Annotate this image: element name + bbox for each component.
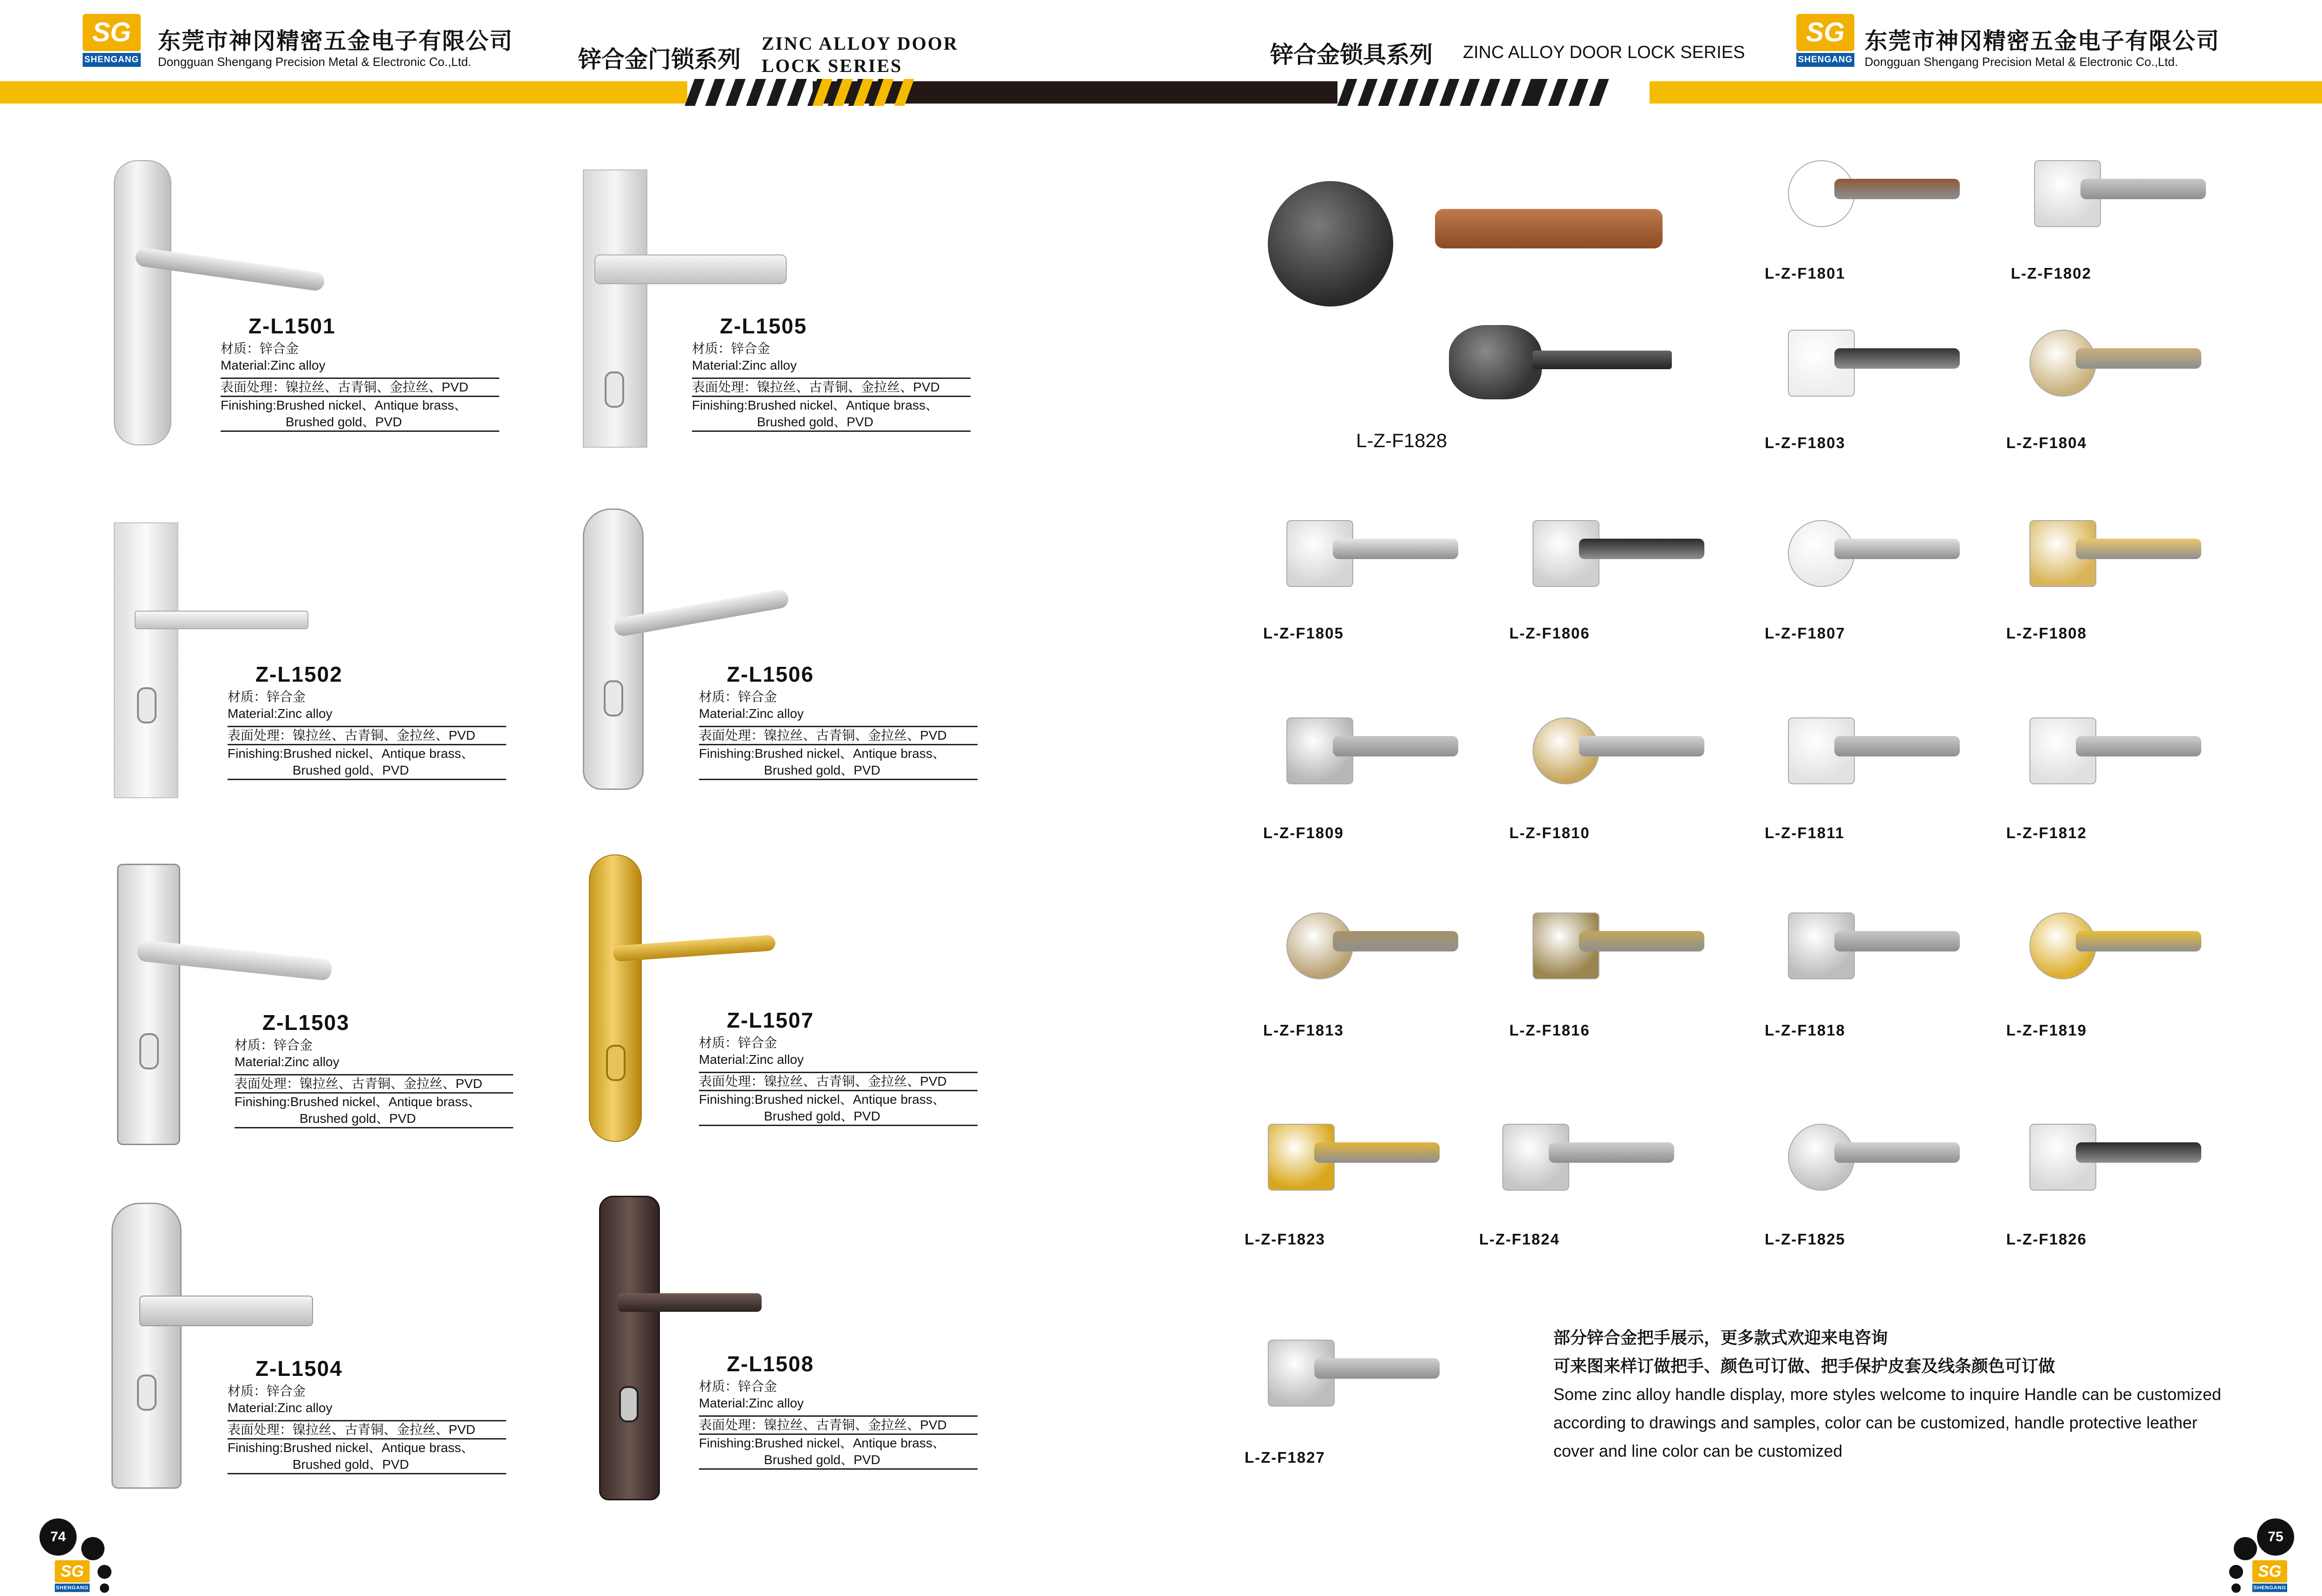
footer-dot: [2229, 1565, 2243, 1579]
footer-dot: [98, 1565, 111, 1579]
handle-lever: [1834, 539, 1960, 559]
keyhole-z-l1502: [137, 687, 157, 723]
featured-leather-lever: [1435, 209, 1663, 248]
material-en: Material:Zinc alloy: [228, 706, 333, 721]
handle-lever: [2076, 1142, 2201, 1163]
handle-lever: [1579, 736, 1704, 756]
handle-lever: [1834, 736, 1960, 756]
material-en: Material:Zinc alloy: [699, 1396, 804, 1410]
product-code: L-Z-F1803: [1765, 434, 1846, 451]
header-band-right: [1650, 81, 2322, 104]
lever-z-l1504: [139, 1296, 313, 1326]
footer-dot: [2231, 1583, 2241, 1593]
product-code: Z-L1504: [255, 1356, 343, 1381]
handle-lever: [1834, 179, 1960, 199]
handle-lever: [1834, 1142, 1960, 1163]
product-code: L-Z-F1812: [2006, 824, 2087, 841]
product-code: L-Z-F1813: [1263, 1022, 1344, 1039]
finish-en-line2: Brushed gold、PVD: [293, 763, 409, 777]
logo-mark: SG: [55, 1560, 90, 1583]
product-code: L-Z-F1806: [1509, 625, 1590, 642]
material-en: Material:Zinc alloy: [221, 358, 326, 372]
material-cn: 材质：锌合金: [699, 690, 777, 704]
material-cn: 材质：锌合金: [221, 341, 299, 356]
material-en: Material:Zinc alloy: [699, 1052, 804, 1067]
product-code: Z-L1503: [262, 1010, 350, 1035]
finish-en-line2: Brushed gold、PVD: [757, 415, 874, 429]
lever-z-l1508: [618, 1293, 762, 1312]
material-en: Material:Zinc alloy: [228, 1401, 333, 1415]
right-series-cn: 锌合金锁具系列: [1270, 42, 1433, 68]
product-code: L-Z-F1823: [1245, 1231, 1325, 1248]
featured-small-lever: [1533, 351, 1672, 369]
handle-image-z-l1506: [583, 508, 644, 790]
footer-dot: [2234, 1537, 2257, 1560]
left-series-en: [762, 33, 959, 77]
product-block: [699, 1008, 978, 1126]
left-series-en-line1: ZINC ALLOY DOOR: [762, 33, 959, 54]
product-code: Z-L1502: [255, 662, 343, 686]
product-code: L-Z-F1824: [1479, 1231, 1560, 1248]
footer-logo-right: [2252, 1560, 2287, 1592]
logo-mark: SG: [2252, 1560, 2287, 1583]
product-block: [235, 1010, 513, 1128]
handle-lever: [2076, 931, 2201, 951]
keyhole-z-l1506: [604, 680, 623, 717]
logo-text: SHENGANG: [2252, 1583, 2287, 1592]
logo-mark: SG: [1796, 14, 1854, 51]
keyhole-z-l1508: [619, 1386, 639, 1422]
product-code: Z-L1506: [727, 662, 814, 686]
product-code: L-Z-F1819: [2006, 1022, 2087, 1039]
product-code: L-Z-F1807: [1765, 625, 1846, 642]
note-en-3: cover and line color can be customized: [1553, 1441, 1843, 1460]
product-code: L-Z-F1804: [2006, 434, 2087, 451]
handle-lever: [1549, 1142, 1674, 1163]
page-number-right: 75: [2257, 1518, 2294, 1556]
finish-en-line1: Finishing:Brushed nickel、Antique brass、: [699, 1436, 946, 1450]
right-company-en: Dongguan Shengang Precision Metal & Electronic Co.,Ltd.: [1865, 55, 2178, 69]
right-company-cn: 东莞市神冈精密五金电子有限公司: [1865, 29, 2220, 54]
logo-text: SHENGANG: [1796, 53, 1854, 67]
left-company-en: Dongguan Shengang Precision Metal & Electronic Co.,Ltd.: [158, 55, 471, 69]
left-series-cn: 锌合金门锁系列: [578, 46, 741, 72]
finish-en-line1: Finishing:Brushed nickel、Antique brass、: [221, 398, 467, 412]
left-series-en-line2: LOCK SERIES: [762, 55, 903, 76]
finish-cn: 表面处理：镍拉丝、古青铜、金拉丝、PVD: [221, 380, 469, 394]
featured-rose: [1268, 181, 1393, 306]
footer-logo-left: [55, 1560, 90, 1592]
product-block: [221, 313, 499, 432]
handle-lever: [1314, 1358, 1440, 1379]
note-en-1: Some zinc alloy handle display, more styles welcome to inquire Handle can be customized: [1553, 1385, 2222, 1404]
finish-en-line1: Finishing:Brushed nickel、Antique brass、: [699, 1092, 946, 1107]
handle-lever: [1834, 348, 1960, 369]
handle-image-z-l1503: [117, 864, 180, 1145]
handle-lever: [2076, 539, 2201, 559]
product-code: L-Z-F1818: [1765, 1022, 1846, 1039]
finish-cn: 表面处理：镍拉丝、古青铜、金拉丝、PVD: [228, 728, 476, 743]
right-series-en: ZINC ALLOY DOOR LOCK SERIES: [1463, 43, 1745, 62]
material-cn: 材质：锌合金: [699, 1379, 777, 1394]
handle-image-z-l1508: [599, 1196, 660, 1500]
handle-lever: [2076, 736, 2201, 756]
product-code: L-Z-F1810: [1509, 824, 1590, 841]
keyhole-z-l1507: [606, 1045, 626, 1081]
material-en: Material:Zinc alloy: [235, 1055, 339, 1069]
finish-cn: 表面处理：镍拉丝、古青铜、金拉丝、PVD: [692, 380, 940, 394]
finish-en-line2: Brushed gold、PVD: [293, 1457, 409, 1472]
handle-image-z-l1504: [111, 1203, 182, 1489]
note-en-2: according to drawings and samples, color can be customized, handle protective leather: [1553, 1413, 2198, 1432]
finish-en-line2: Brushed gold、PVD: [300, 1111, 416, 1126]
material-en: Material:Zinc alloy: [699, 706, 804, 721]
product-code: L-Z-F1801: [1765, 265, 1846, 282]
product-block: [228, 1356, 506, 1474]
featured-small-rose: [1449, 325, 1542, 399]
product-code: L-Z-F1809: [1263, 824, 1344, 841]
finish-en-line1: Finishing:Brushed nickel、Antique brass、: [235, 1094, 481, 1109]
left-company-cn: 东莞市神冈精密五金电子有限公司: [158, 29, 514, 54]
handle-image-l-z-f1828: [1268, 181, 1454, 320]
product-code: Z-L1507: [727, 1008, 814, 1032]
lever-z-l1505: [594, 254, 787, 284]
handle-lever: [1834, 931, 1960, 951]
finish-cn: 表面处理：镍拉丝、古青铜、金拉丝、PVD: [235, 1076, 483, 1091]
logo-mark: SG: [83, 14, 141, 51]
note-cn-1: 部分锌合金把手展示，更多款式欢迎来电咨询: [1553, 1328, 1888, 1347]
finish-en-line2: Brushed gold、PVD: [764, 1109, 881, 1123]
handle-image-z-l1502: [114, 522, 178, 798]
logo-text: SHENGANG: [83, 53, 141, 67]
product-code: L-Z-F1826: [2006, 1231, 2087, 1248]
handle-lever: [1333, 931, 1458, 951]
logo-text: SHENGANG: [55, 1583, 90, 1592]
product-code: L-Z-F1827: [1245, 1449, 1325, 1466]
footer-dot: [100, 1583, 109, 1593]
material-cn: 材质：锌合金: [235, 1038, 313, 1052]
logo-right: [1796, 14, 1854, 67]
finish-en-line1: Finishing:Brushed nickel、Antique brass、: [228, 1440, 474, 1455]
handle-lever: [1579, 931, 1704, 951]
handle-lever: [1333, 539, 1458, 559]
keyhole-z-l1505: [605, 371, 624, 408]
finish-cn: 表面处理：镍拉丝、古青铜、金拉丝、PVD: [699, 1074, 947, 1088]
product-block: [228, 662, 506, 780]
product-block: [692, 313, 971, 432]
finish-en-line1: Finishing:Brushed nickel、Antique brass、: [692, 398, 939, 412]
header-band-dark-right: [1277, 81, 1337, 104]
keyhole-z-l1503: [139, 1033, 159, 1069]
handle-image-z-l1507: [589, 854, 642, 1142]
material-cn: 材质：锌合金: [228, 690, 306, 704]
product-code: Z-L1508: [727, 1352, 814, 1376]
finish-cn: 表面处理：镍拉丝、古青铜、金拉丝、PVD: [228, 1422, 476, 1437]
handle-lever: [1579, 539, 1704, 559]
handle-lever: [2076, 348, 2201, 369]
finish-en-line2: Brushed gold、PVD: [764, 763, 881, 777]
product-code: L-Z-F1805: [1263, 625, 1344, 642]
handle-lever: [2081, 179, 2206, 199]
logo-left: [83, 14, 141, 67]
product-block: [699, 1351, 978, 1470]
finish-cn: 表面处理：镍拉丝、古青铜、金拉丝、PVD: [699, 1418, 947, 1432]
material-cn: 材质：锌合金: [228, 1384, 306, 1398]
product-code: Z-L1501: [248, 314, 336, 338]
product-code: Z-L1505: [720, 314, 807, 338]
product-code: L-Z-F1808: [2006, 625, 2087, 642]
finish-en-line2: Brushed gold、PVD: [764, 1453, 881, 1467]
finish-en-line1: Finishing:Brushed nickel、Antique brass、: [699, 746, 946, 761]
product-code: L-Z-F1825: [1765, 1231, 1846, 1248]
header-band-left: [0, 81, 687, 104]
finish-en-line1: Finishing:Brushed nickel、Antique brass、: [228, 746, 474, 761]
finish-cn: 表面处理：镍拉丝、古青铜、金拉丝、PVD: [699, 728, 947, 743]
product-code: L-Z-F1811: [1765, 824, 1845, 841]
keyhole-z-l1504: [137, 1375, 157, 1411]
material-en: Material:Zinc alloy: [692, 358, 797, 372]
finish-en-line2: Brushed gold、PVD: [286, 415, 402, 429]
page-number-left: 74: [39, 1518, 77, 1556]
handle-lever: [1314, 1142, 1440, 1163]
lever-z-l1502: [135, 611, 308, 629]
product-block: [699, 662, 978, 780]
handle-image-z-l1501: [114, 160, 171, 445]
material-cn: 材质：锌合金: [692, 341, 770, 356]
code-l-z-f1828: L-Z-F1828: [1356, 430, 1448, 451]
product-code: L-Z-F1802: [2011, 265, 2092, 282]
material-cn: 材质：锌合金: [699, 1036, 777, 1050]
note-cn-2: 可来图来样订做把手、颜色可订做、把手保护皮套及线条颜色可订做: [1553, 1356, 2055, 1375]
footer-dot: [81, 1537, 104, 1560]
handle-lever: [1333, 736, 1458, 756]
product-code: L-Z-F1816: [1509, 1022, 1590, 1039]
